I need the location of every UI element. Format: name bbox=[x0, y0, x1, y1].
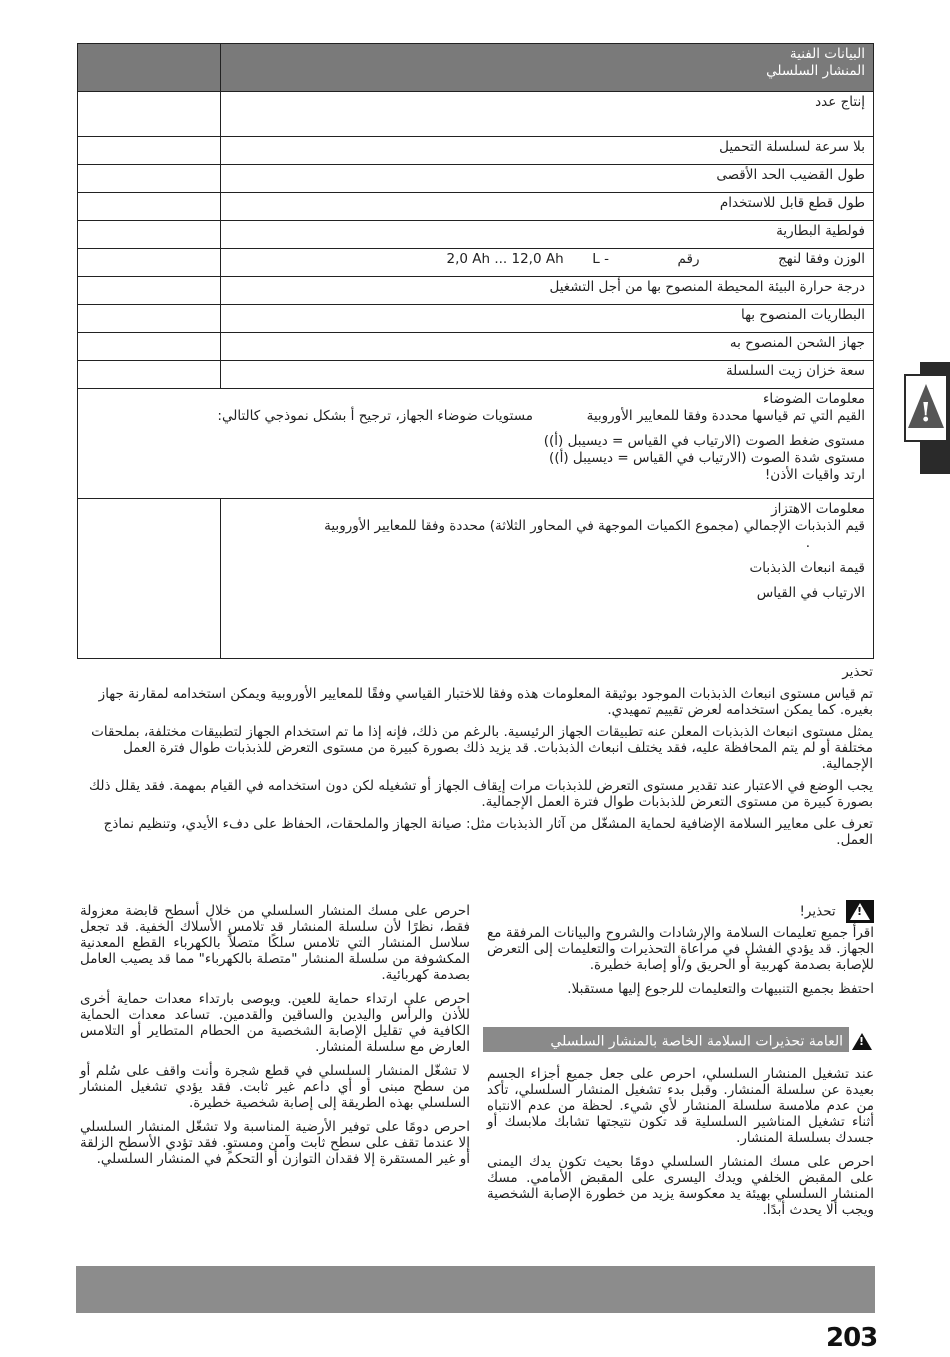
spec-header-title: البيانات الفنية bbox=[789, 46, 865, 62]
vibration-title: معلومات الاهتزاز bbox=[771, 501, 865, 517]
spec-value bbox=[78, 92, 221, 137]
spec-value bbox=[78, 165, 221, 193]
right-column bbox=[487, 900, 874, 1005]
warning-paragraph: تعرف على معايير السلامة الإضافية لحماية المشغّل من آثار الذبذبات مثل: صيانة الجهاز والملحقات، الحفاظ على دفء الأيدي، وتنظيم نماذج العمل. bbox=[103, 816, 873, 848]
safety-paragraph: احرص على مسك المنشار السلسلي دومًا بحيث تكون يدك اليمنى على المقبض الخلفي ويدك اليسرى على المقبض الأمامي. مسك المنشار السلسلي بهيئة يد معكوسة يزيد من خطورة الإصابة الشخصية ويجب ألا يحدث أبدًا. bbox=[487, 1154, 874, 1218]
noise-title: معلومات الضوضاء bbox=[762, 391, 865, 407]
safety-paragraph: عند تشغيل المنشار السلسلي، احرص على جعل جميع أجزاء الجسم بعيدة عن سلسلة المنشار. وقبل بدء تشغيل المنشار السلسلي، تأكد من عدم ملامسة سلسلة المنشار لأي شيء. لحظة من عدم الانتباه أثناء تشغيل المناشير السلسلية قد تكون نتيجتها تشابك ملابسك أو جسدك بسلسلة المنشار. bbox=[487, 1066, 874, 1146]
weight-raqm: رقم bbox=[677, 251, 700, 267]
warning-side-icon bbox=[904, 374, 948, 442]
spec-value bbox=[78, 361, 221, 389]
spec-value bbox=[78, 277, 221, 305]
noise-measured-line bbox=[86, 408, 865, 425]
safety-paragraph: احرص على ارتداء حماية للعين. ويوصى بارتداء معدات حماية أخرى للأذن والرأس واليدين والساقين والقدمين. تساعد معدات الحماية الكافية في تقليل الإصابة الشخصية من الحطام المتطاير أو التلامس العارض مع سلسلة المنشار. bbox=[80, 991, 470, 1055]
header-title-cell bbox=[221, 44, 874, 92]
spec-label: درجة حرارة البيئة المحيطة المنصوح بها من أجل التشغيل bbox=[221, 277, 874, 305]
exclamation-icon: ! bbox=[920, 398, 932, 428]
spec-header-subtitle: المنشار السلسلي bbox=[766, 63, 865, 79]
noise-weighting-text: مستويات ضوضاء الجهاز، ترجيح أ بشكل نموذجي كالتالي: bbox=[217, 408, 533, 424]
spec-table bbox=[77, 43, 874, 659]
chainsaw-safety-header bbox=[483, 1027, 875, 1052]
warning-title: تحذير bbox=[842, 664, 873, 680]
noise-info-cell bbox=[78, 389, 874, 499]
vibration-value-cell bbox=[78, 499, 221, 659]
spec-label: سعة خزان زيت السلسلة bbox=[221, 361, 874, 389]
weight-battery-range: 2,0 Ah ... 12,0 Ah bbox=[446, 251, 564, 267]
spec-label: فولطية البطارية bbox=[221, 221, 874, 249]
vibration-uncertainty: الارتياب في القياس bbox=[756, 585, 865, 601]
spec-label: البطاريات المنصوح بها bbox=[221, 305, 874, 333]
warning-label: تحذير! bbox=[799, 903, 836, 920]
warning-triangle-icon: ! bbox=[849, 1027, 875, 1056]
safety-paragraph: لا تشغّل المنشار السلسلي في قطع شجرة وأنت واقف على سُلم أو من سطح مبنى أو أي داعم غير ثابت. فقد يؤدي تشغيل المنشار السلسلي بهذه الطريقة إلى إصابة شخصية خطيرة. bbox=[80, 1063, 470, 1111]
right-column-lower bbox=[487, 1066, 874, 1226]
left-column bbox=[80, 903, 470, 1175]
spec-value bbox=[78, 221, 221, 249]
ear-protection-note: ارتد واقيات الأذن! bbox=[764, 467, 865, 483]
page-number: 203 bbox=[826, 1323, 878, 1353]
spec-value bbox=[78, 333, 221, 361]
spec-label: جهاز الشحن المنصوح به bbox=[221, 333, 874, 361]
vibration-info-cell bbox=[221, 499, 874, 659]
warning-paragraph: يمثل مستوى انبعاث الذبذبات المعلن عنه تطبيقات الجهاز الرئيسية. بالرغم من ذلك، فإنه إذا ما تم استخدام الجهاز لتطبيقات مختلفة، بملحقات مختلفة أو لم يتم المحافظة عليه، فقد يختلف انبعاث الذبذبات. قد يزيد ذلك بصورة كبيرة من مستوى التعرض للذبذبات طوال فترة العمل الإجمالية. bbox=[91, 724, 873, 772]
noise-power: مستوى شدة الصوت (الارتياب في القياس = ديسيبل (أ)) bbox=[549, 450, 865, 466]
safety-paragraph: احرص دومًا على توفير الأرضية المناسبة ولا تشغّل المنشار السلسلي إلا عندما تقف على سطح ثابت وآمن ومستوٍ. فقد تؤدي الأسطح الزلقة أو غير المستقرة إلا فقدان التوازن أو التحكم في المنشار السلسلي. bbox=[80, 1119, 470, 1167]
warning-paragraph: تم قياس مستوى انبعاث الذبذبات الموجود بوثيقة المعلومات هذه وفقا للاختبار القياسي وفقًا للمعايير الأوروبية ويمكن استخدامه لمقارنة جهاز بغيره. كما يمكن استخدامه لعرض تقييم تمهيدي. bbox=[98, 686, 873, 718]
spec-label: إنتاج عدد bbox=[221, 92, 874, 137]
spec-value bbox=[78, 305, 221, 333]
general-warning-heading bbox=[487, 900, 874, 923]
vibration-warning-section bbox=[78, 664, 873, 854]
noise-pressure: مستوى ضغط الصوت (الارتياب في القياس = ديسيبل (أ)) bbox=[543, 433, 865, 449]
spec-label: طول القضيب الحد الأقصى bbox=[221, 165, 874, 193]
safety-paragraph: احرص على مسك المنشار السلسلي من خلال أسطح قابضة معزولة فقط، نظرًا لأن سلسلة المنشار قد تلامس الأسلاك الخفية. قد تجعل سلاسل المنشار التي تلامس سلكًا متصلاً بالكهرباء القطع المعدنية المكشوفة من سلسلة المنشار "متصلة بالكهرباء" مما قد يصيب العامل بصدمة كهربائية. bbox=[80, 903, 470, 983]
safety-paragraph: احتفظ بجميع التنبيهات والتعليمات للرجوع إليها مستقبلا. bbox=[567, 981, 874, 997]
footer-band bbox=[76, 1266, 875, 1313]
safety-paragraph: اقرأ جميع تعليمات السلامة والإرشادات والشروح والبيانات المرفقة مع الجهاز. قد يؤدي الفشل في مراعاة التحذيرات والتعليمات إلى التعرض للإصابة بصدمة كهربية أو الحريق و/أو إصابة خطيرة. bbox=[487, 925, 874, 973]
spec-value bbox=[78, 249, 221, 277]
header-value-cell bbox=[78, 44, 221, 92]
spec-value bbox=[78, 193, 221, 221]
warning-triangle-icon: ! bbox=[846, 900, 874, 923]
vibration-dot: . bbox=[805, 535, 810, 551]
vibration-total-line: قيم الذبذبات الإجمالي (مجموع الكميات الموجهة في المحاور الثلاثة) محددة وفقا للمعايير الأوروبية bbox=[324, 518, 865, 534]
warning-paragraph: يجب الوضع في الاعتبار عند تقدير مستوى التعرض للذبذبات مرات إيقاف الجهاز أو تشغيله لكن دون استخدامه في القيام بمهمة. فقد يقلل ذلك بصورة كبيرة من مستوى التعرض للذبذبات طوال فترة العمل الإجمالية. bbox=[89, 778, 873, 810]
spec-label: طول قطع قابل للاستخدام bbox=[221, 193, 874, 221]
noise-measured-text: القيم التي تم قياسها محددة وفقا للمعايير الأوروبية bbox=[586, 408, 865, 424]
spec-label: الوزن وفقا لنهج bbox=[778, 251, 865, 267]
vibration-emission: قيمة انبعاث الذبذبات bbox=[749, 560, 865, 576]
spec-value bbox=[78, 137, 221, 165]
chainsaw-safety-title: العامة تحذيرات السلامة الخاصة بالمنشار السلسلي bbox=[550, 1033, 843, 1050]
weight-l: L - bbox=[592, 251, 609, 267]
weight-row bbox=[221, 249, 874, 277]
spec-label: بلا سرعة لسلسلة التحميل bbox=[221, 137, 874, 165]
